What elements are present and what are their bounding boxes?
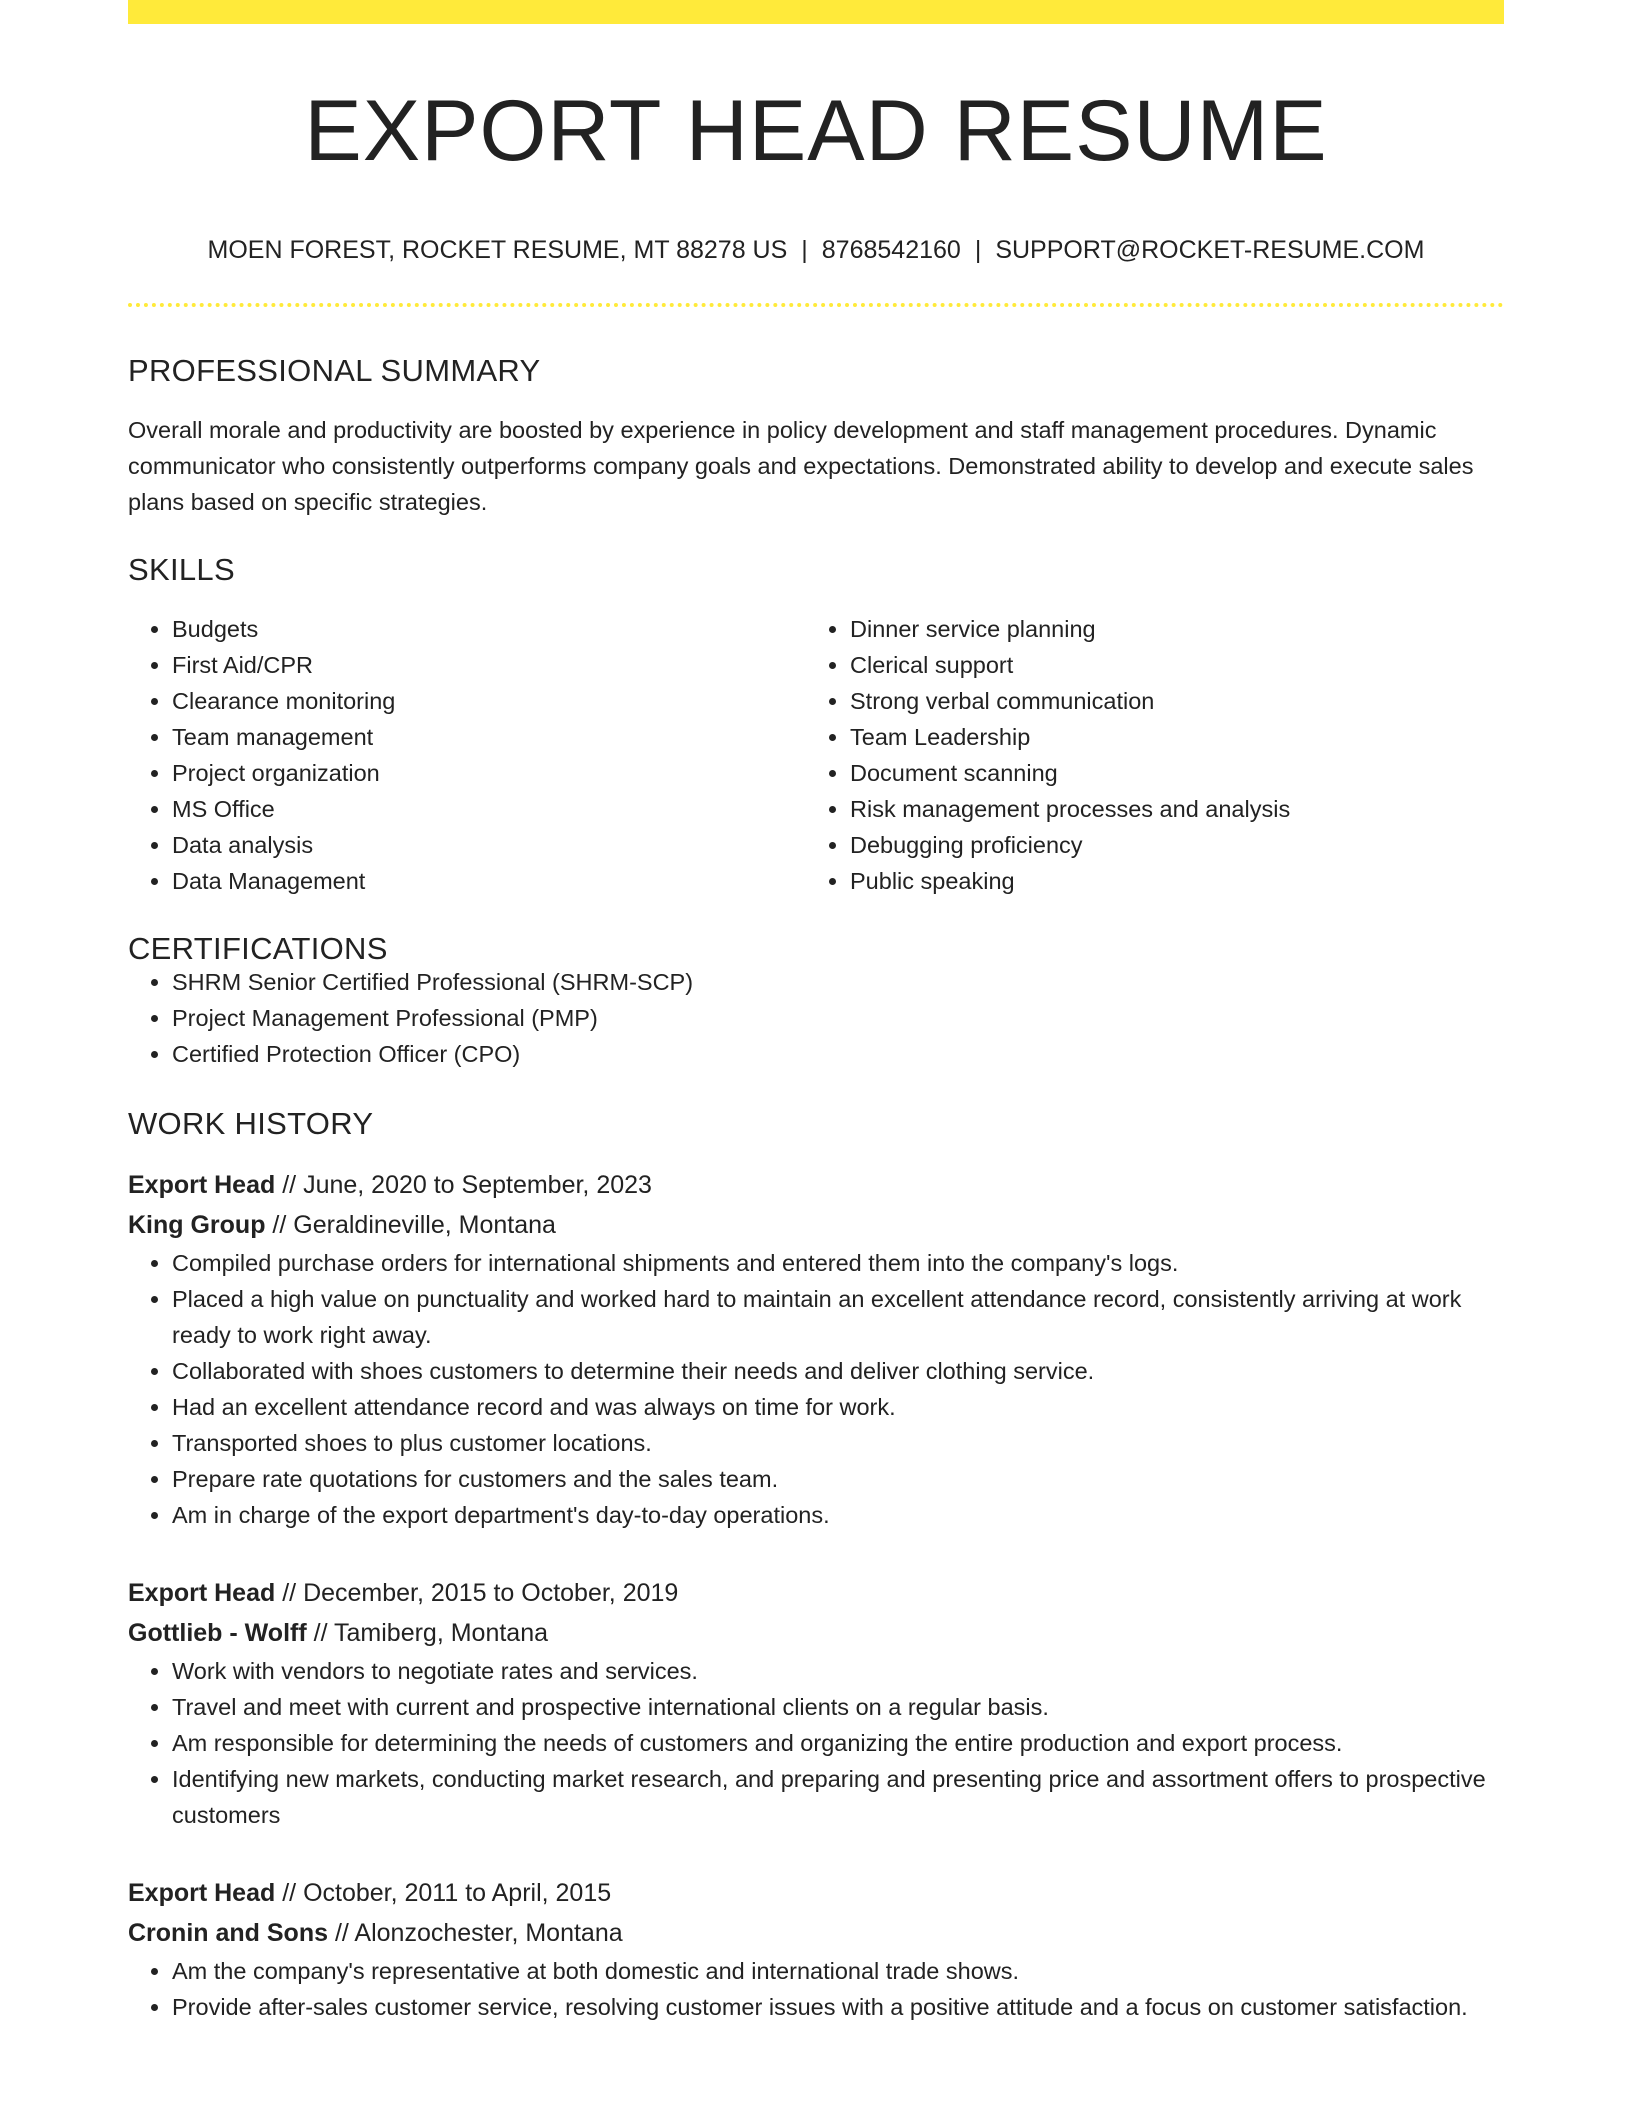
job-company: King Group [128,1211,266,1239]
contact-phone: 8768542160 [821,236,961,264]
work-history-list [128,1165,1504,2025]
skill-item: • Dinner service planning [850,611,1504,647]
job-dates: October, 2011 to April, 2015 [303,1879,612,1907]
job-bullets [128,1245,1504,1533]
job-company: Cronin and Sons [128,1919,328,1947]
skill-item: • Data Management [172,863,806,899]
certifications-heading: CERTIFICATIONS [128,931,388,966]
summary-text: Overall morale and productivity are boosted by experience in policy development and staff management procedures. Dynamic communicator who consistently outperforms company goals and expectations. Demonstrated ability to develop and execute sales plans based on specific strategies. [128,417,1474,515]
job-company-line [128,1913,1504,1953]
skill-item: • Data analysis [172,827,806,863]
job-company: Gottlieb - Wolff [128,1619,307,1647]
skill-item: • First Aid/CPR [172,647,806,683]
skill-item: • MS Office [172,791,806,827]
job-location: Tamiberg, Montana [334,1619,549,1647]
skill-item: • Clearance monitoring [172,683,806,719]
job-company-line [128,1613,1504,1653]
job-title-line [128,1873,1504,1913]
top-accent-bar [128,0,1504,24]
skill-item: • Team management [172,719,806,755]
header-divider [128,303,1504,307]
contact-separator: | [801,236,808,264]
skills-list-left [128,611,806,899]
skill-item: • Strong verbal communication [850,683,1504,719]
separator: // [275,1879,304,1907]
job-bullet: • Identifying new markets, conducting market research, and preparing and presenting price and assortment offers to prospective customers [172,1761,1504,1833]
job-bullet: • Compiled purchase orders for international shipments and entered them into the company's logs. [172,1245,1504,1281]
job-company-line [128,1205,1504,1245]
separator: // [328,1919,355,1947]
job-location: Alonzochester, Montana [354,1919,623,1947]
work-history-heading: WORK HISTORY [128,1106,374,1141]
skill-item: • Clerical support [850,647,1504,683]
job-bullet: • Had an excellent attendance record and was always on time for work. [172,1389,1504,1425]
skills-list-right [806,611,1504,899]
skill-item: • Project organization [172,755,806,791]
job-bullet: • Travel and meet with current and prospective international clients on a regular basis. [172,1689,1504,1725]
job-entry [128,1873,1504,2025]
job-bullet: • Provide after-sales customer service, resolving customer issues with a positive attitude and a focus on customer satisfaction. [172,1989,1504,2025]
job-entry [128,1165,1504,1533]
skills-grid [128,611,1504,899]
job-dates: December, 2015 to October, 2019 [303,1579,679,1607]
job-bullet: • Placed a high value on punctuality and worked hard to maintain an excellent attendance record, consistently arriving at work ready to work right away. [172,1281,1504,1353]
skills-heading: SKILLS [128,552,235,587]
job-dates: June, 2020 to September, 2023 [303,1171,652,1199]
skill-item: • Debugging proficiency [850,827,1504,863]
job-bullet: • Work with vendors to negotiate rates and services. [172,1653,1504,1689]
skill-item: • Document scanning [850,755,1504,791]
job-title: Export Head [128,1879,276,1907]
job-bullet: • Prepare rate quotations for customers and the sales team. [172,1461,1504,1497]
resume-title: EXPORT HEAD RESUME [304,83,1328,179]
contact-separator: | [974,236,982,264]
certification-item: • Certified Protection Officer (CPO) [172,1036,1504,1072]
job-bullet: • Am the company's representative at both domestic and international trade shows. [172,1953,1504,1989]
job-title: Export Head [128,1171,276,1199]
resume-page [128,0,1504,2025]
job-bullet: • Transported shoes to plus customer locations. [172,1425,1504,1461]
separator: // [275,1171,304,1199]
job-entry [128,1573,1504,1833]
contact-address: MOEN FOREST, ROCKET RESUME, MT 88278 US [207,236,788,264]
certification-item: • SHRM Senior Certified Professional (SHRM-SCP) [172,964,1504,1000]
skill-item: • Public speaking [850,863,1504,899]
job-title-line [128,1165,1504,1205]
separator: // [275,1579,304,1607]
job-location: Geraldineville, Montana [293,1211,556,1239]
job-title-line [128,1573,1504,1613]
contact-line [128,238,1504,263]
certifications-list [128,964,1504,1072]
job-bullet: • Am responsible for determining the needs of customers and organizing the entire production and export process. [172,1725,1504,1761]
job-bullets [128,1953,1504,2025]
separator: // [265,1211,294,1239]
contact-email: SUPPORT@ROCKET-RESUME.COM [995,236,1425,264]
job-title: Export Head [128,1579,276,1607]
skill-item: • Risk management processes and analysis [850,791,1504,827]
job-bullets [128,1653,1504,1833]
summary-heading: PROFESSIONAL SUMMARY [128,353,541,388]
skill-item: • Budgets [172,611,806,647]
job-bullet: • Collaborated with shoes customers to determine their needs and deliver clothing service. [172,1353,1504,1389]
job-bullet: • Am in charge of the export department's day-to-day operations. [172,1497,1504,1533]
skill-item: • Team Leadership [850,719,1504,755]
separator: // [306,1619,335,1647]
certification-item: • Project Management Professional (PMP) [172,1000,1504,1036]
